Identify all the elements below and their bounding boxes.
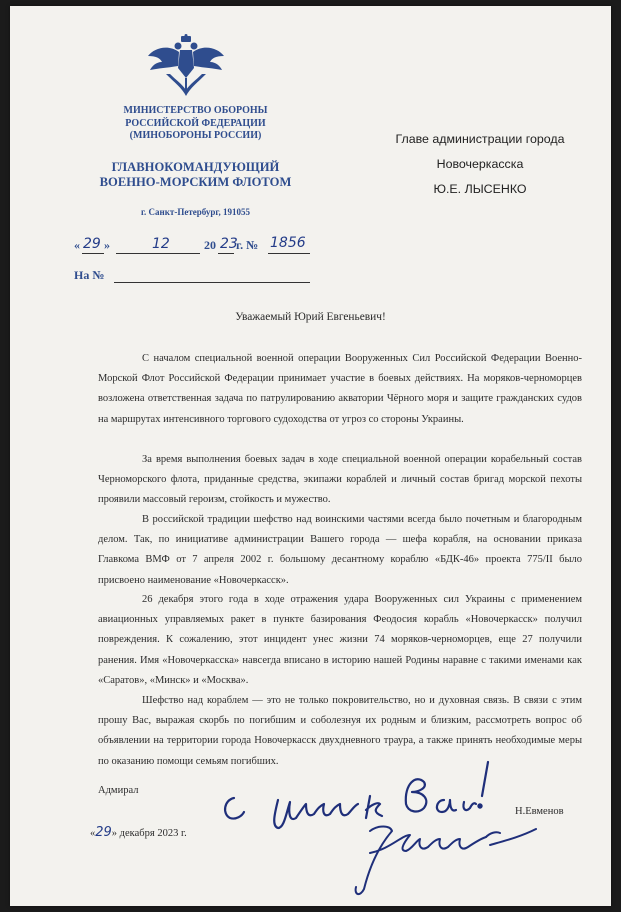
ministry-line: МИНИСТЕРСТВО ОБОРОНЫ [123,105,268,116]
signer-name: Н.Евменов [515,806,564,817]
ministry-name [88,105,303,143]
recipient-line: Главе администрации города [395,132,565,146]
date-quote-close: » [104,238,110,252]
body-paragraph: Шефство над кораблем — это не только покровительство, но и духовная связь. В связи с этим прошу Вас, выражая скорбь по погибшим и соболезнуя их родным и близким, рассмотреть вопрос об объявлении на территории города Новочеркасск двухдневного траура, а также принять необходимые меры по оказанию помощи семьям погибших. [98,695,582,767]
recipient-line: Ю.Е. ЛЫСЕНКО [433,182,527,196]
signer-rank: Адмирал [98,785,139,796]
date-day: 29 [83,236,101,252]
reply-to-number-label: На № [74,268,105,282]
body-paragraph: За время выполнения боевых задач в ходе специальной военной операции корабельный состав Черноморского флота, приданные средства, экипажи кораблей и личный состав бригад морской пехоты проявили массовый героизм, стойкость и мужество. [98,454,582,506]
date-year-suffix: 23 [220,236,238,252]
letterhead-city: г. Санкт-Петербург, 191055 [140,207,250,217]
signature [340,811,540,901]
signature-date-day: 29 [95,825,112,840]
recipient-block [380,127,580,202]
document-number: 1856 [270,235,306,251]
date-quote-open: « [74,238,80,252]
recipient-line: Новочеркасска [436,157,524,171]
signature-date-quote: « [90,828,96,839]
date-month: 12 [152,236,170,252]
command-line: ГЛАВНОКОМАНДУЮЩИЙ [111,160,280,174]
signature-date [90,825,187,840]
double-headed-eagle-emblem-icon [146,34,226,98]
body-paragraph: 26 декабря этого года в ходе отражения удара Вооруженных сил Украины с применением авиационных управляемых ракет в пункте базирования Феодосия корабль «Новочеркасск» получил повреждения. К сожалению, этот инцидент унес жизни 74 моряков-черноморцев, еще 27 получили ранения. Имя «Новочеркасска» навсегда вписано в историю нашей Родины наравне с такими именами как «Саратов», «Минск» и «Москва». [98,594,582,686]
command-line: ВОЕННО-МОРСКИМ ФЛОТОМ [99,175,292,189]
date-year-prefix: 20 [204,238,216,252]
salutation: Уважаемый Юрий Евгеньевич! [235,311,386,323]
signature-date-rest: » декабря 2023 г. [111,828,187,839]
body-paragraph: В российской традиции шефство над воинскими частями всегда было почетным и благородным делом. Так, по инициативе администрации Вашего города — шефа корабля, на основании приказа Главкома ВМФ от 7 апреля 2002 г. большому десантному кораблю «БДК-46» проекта 775/II было присвоено наименование «Новочеркасск». [98,514,582,586]
command-title [88,160,303,190]
ministry-line: РОССИЙСКОЙ ФЕДЕРАЦИИ [125,117,266,129]
letter-sheet [10,6,611,906]
date-number-line [74,235,324,258]
date-number-label: г. № [236,238,259,252]
reply-to-number-line [74,268,314,286]
body-paragraph: С началом специальной военной операции Вооруженных Сил Российской Федерации Военно-Морской Флот Российской Федерации принимает участие в боевых действиях. На моряков-черноморцев возложена ответственная задача по патрулированию акватории Чёрного моря и защите гражданских судов на маршрутах интенсивного торгового судоходства от угроз со стороны Украины. [98,353,582,425]
ministry-line: (МИНОБОРОНЫ РОССИИ) [129,130,262,141]
